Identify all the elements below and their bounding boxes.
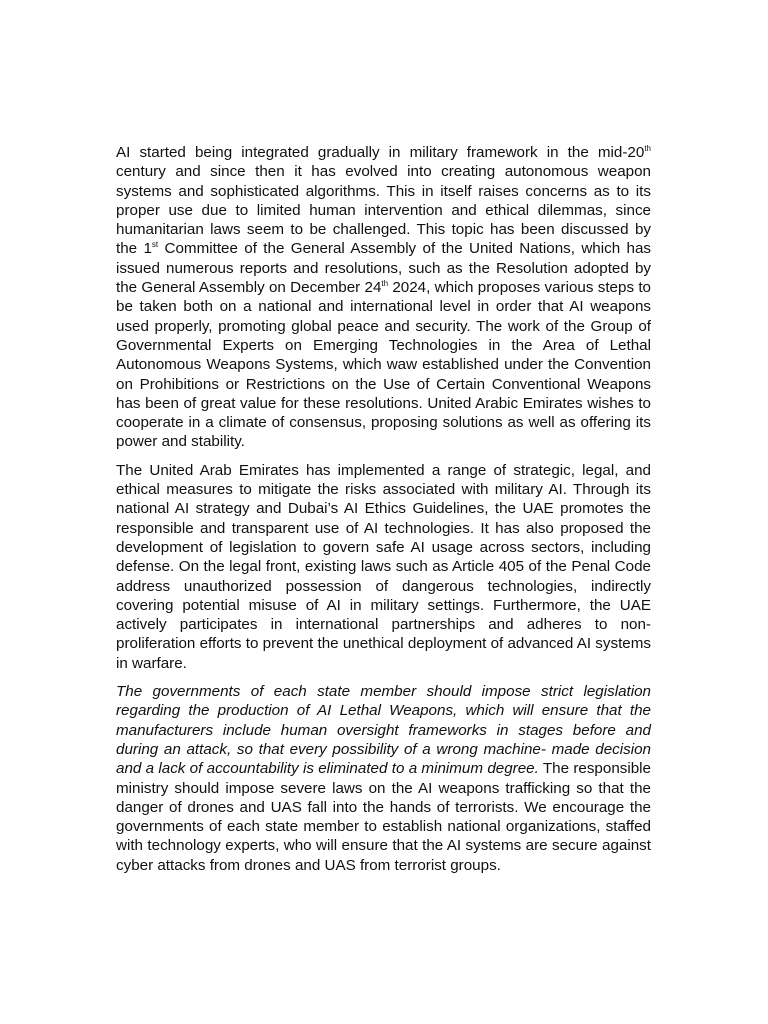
paragraph-proposals: [116, 682, 651, 875]
paragraph-3-normal-text: The responsible ministry should impose severe laws on the AI weapons trafficking so that the danger of drones and UAS fall into the hands of terrorists. We encourage the governments of each state member to establish national organizations, staffed with technology experts, who will ensure that the AI systems are secure against cyber attacks from drones and UAS from terrorist groups.: [116, 760, 651, 874]
superscript-th-1: th: [644, 144, 651, 153]
document-body: [116, 143, 651, 884]
paragraph-1-text-d: 2024, which proposes various steps to be taken both on a national and international level in order that AI weapons used properly, promoting global peace and security. The work of the Group of Governmental Experts on Emerging Technologies in the Area of Lethal Autonomous Weapons Systems, which waw established under the Convention on Prohibitions or Restrictions on the Use of Certain Conventional Weapons has been of great value for these resolutions. United Arabic Emirates wishes to cooperate in a climate of consensus, proposing solutions as well as offering its power and stability.: [116, 279, 651, 451]
paragraph-1-text-c: Committee of the General Assembly of the United Nations, which has issued numerous reports and resolutions, such as the Resolution adopted by the General Assembly on December 24: [116, 240, 651, 297]
superscript-th-2: th: [381, 279, 389, 289]
paragraph-1-text-a: AI started being integrated gradually in military framework in the mid-20: [116, 144, 645, 161]
paragraph-uae-measures: The United Arab Emirates has implemented a range of strategic, legal, and ethical measures to mitigate the risks associated with military AI. Through its national AI strategy and Dubai’s AI Ethics Guidelines, the UAE promotes the responsible and transparent use of AI technologies. It has also proposed the development of legislation to govern safe AI usage across sectors, including defense. On the legal front, existing laws such as Article 405 of the Penal Code address unauthorized possession of dangerous technologies, indirectly covering potential misuse of AI in military settings. Furthermore, the UAE actively participates in international partnerships and adheres to non-proliferation efforts to prevent the unethical deployment of advanced AI systems in warfare.: [116, 461, 651, 672]
superscript-st: st: [151, 240, 159, 250]
paragraph-ai-history: [116, 143, 651, 452]
paragraph-1-text-b: century and since then it has evolved into creating autonomous weapon systems and sophisticated algorithms. This in itself raises concerns as to its proper use due to limited human intervention and ethical dilemmas, since humanitarian laws seem to be challenged. This topic has been discussed by the 1: [116, 163, 651, 258]
paragraph-3-italic-text: The governments of each state member should impose strict legislation regarding the production of AI Lethal Weapons, which will ensure that the manufacturers include human oversight frameworks in stages before and during an attack, so that every possibility of a wrong machine- made decision and a lack of accountability is eliminated to a minimum degree.: [116, 683, 651, 778]
